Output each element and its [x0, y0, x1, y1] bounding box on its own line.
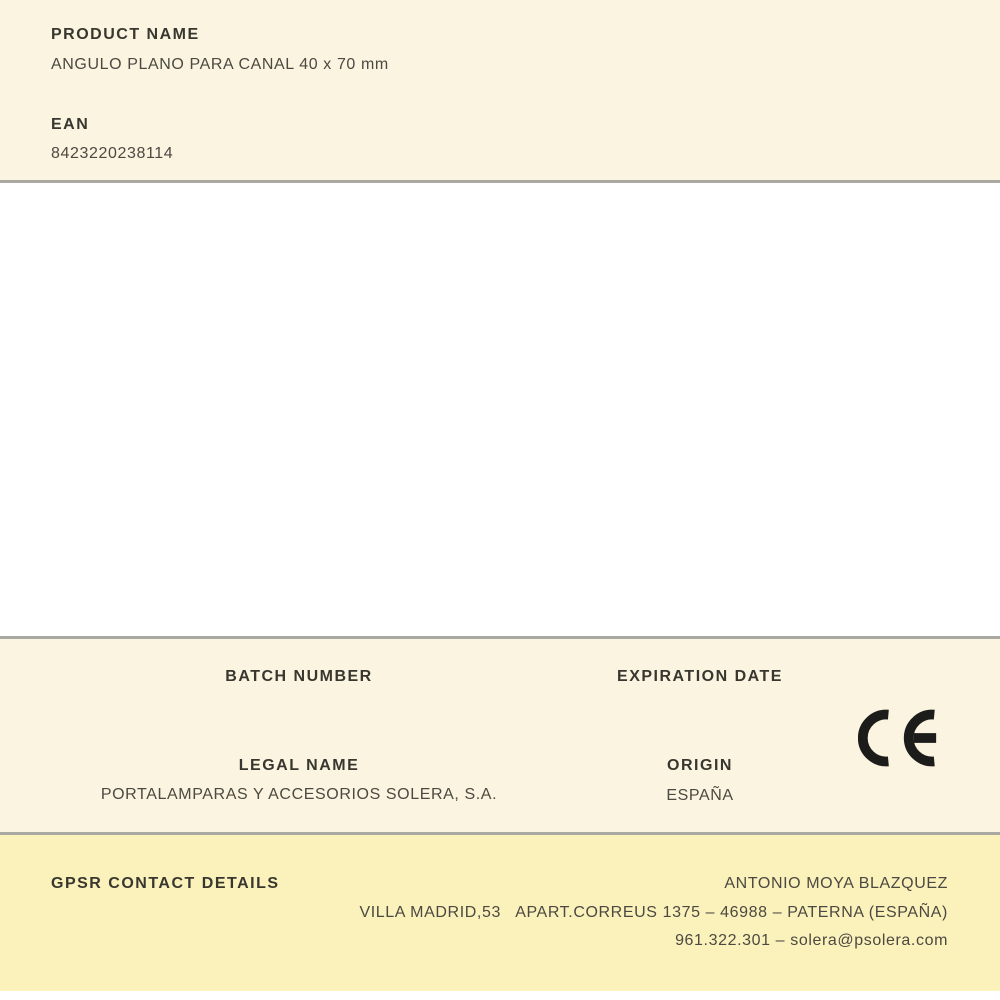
- contact-address: VILLA MADRID,53 APART.CORREUS 1375 – 46988 – PATERNA (ESPAÑA): [359, 903, 948, 921]
- expiration-date-label: EXPIRATION DATE: [617, 668, 783, 685]
- product-info-section: [0, 639, 1000, 835]
- gpsr-contact-label: GPSR CONTACT DETAILS: [51, 875, 280, 892]
- product-header-section: [0, 0, 1000, 183]
- product-name-value: ANGULO PLANO PARA CANAL 40 x 70 mm: [51, 56, 389, 73]
- contact-phone-email: 961.322.301 – solera@psolera.com: [675, 932, 948, 949]
- batch-number-label: BATCH NUMBER: [225, 668, 373, 685]
- gpsr-contact-section: [0, 835, 1000, 991]
- contact-name: ANTONIO MOYA BLAZQUEZ: [724, 875, 948, 892]
- gpsr-contact-block: [359, 870, 948, 956]
- ce-marking-icon: [858, 708, 942, 768]
- ean-value: 8423220238114: [51, 145, 174, 162]
- legal-name-label: LEGAL NAME: [238, 757, 360, 774]
- origin-label: ORIGIN: [667, 757, 733, 774]
- product-name-label: PRODUCT NAME: [51, 26, 200, 43]
- legal-name-value: PORTALAMPARAS Y ACCESORIOS SOLERA, S.A.: [100, 786, 498, 803]
- origin-value: ESPAÑA: [666, 787, 734, 804]
- ean-label: EAN: [51, 116, 90, 133]
- product-image-area: [0, 183, 1000, 639]
